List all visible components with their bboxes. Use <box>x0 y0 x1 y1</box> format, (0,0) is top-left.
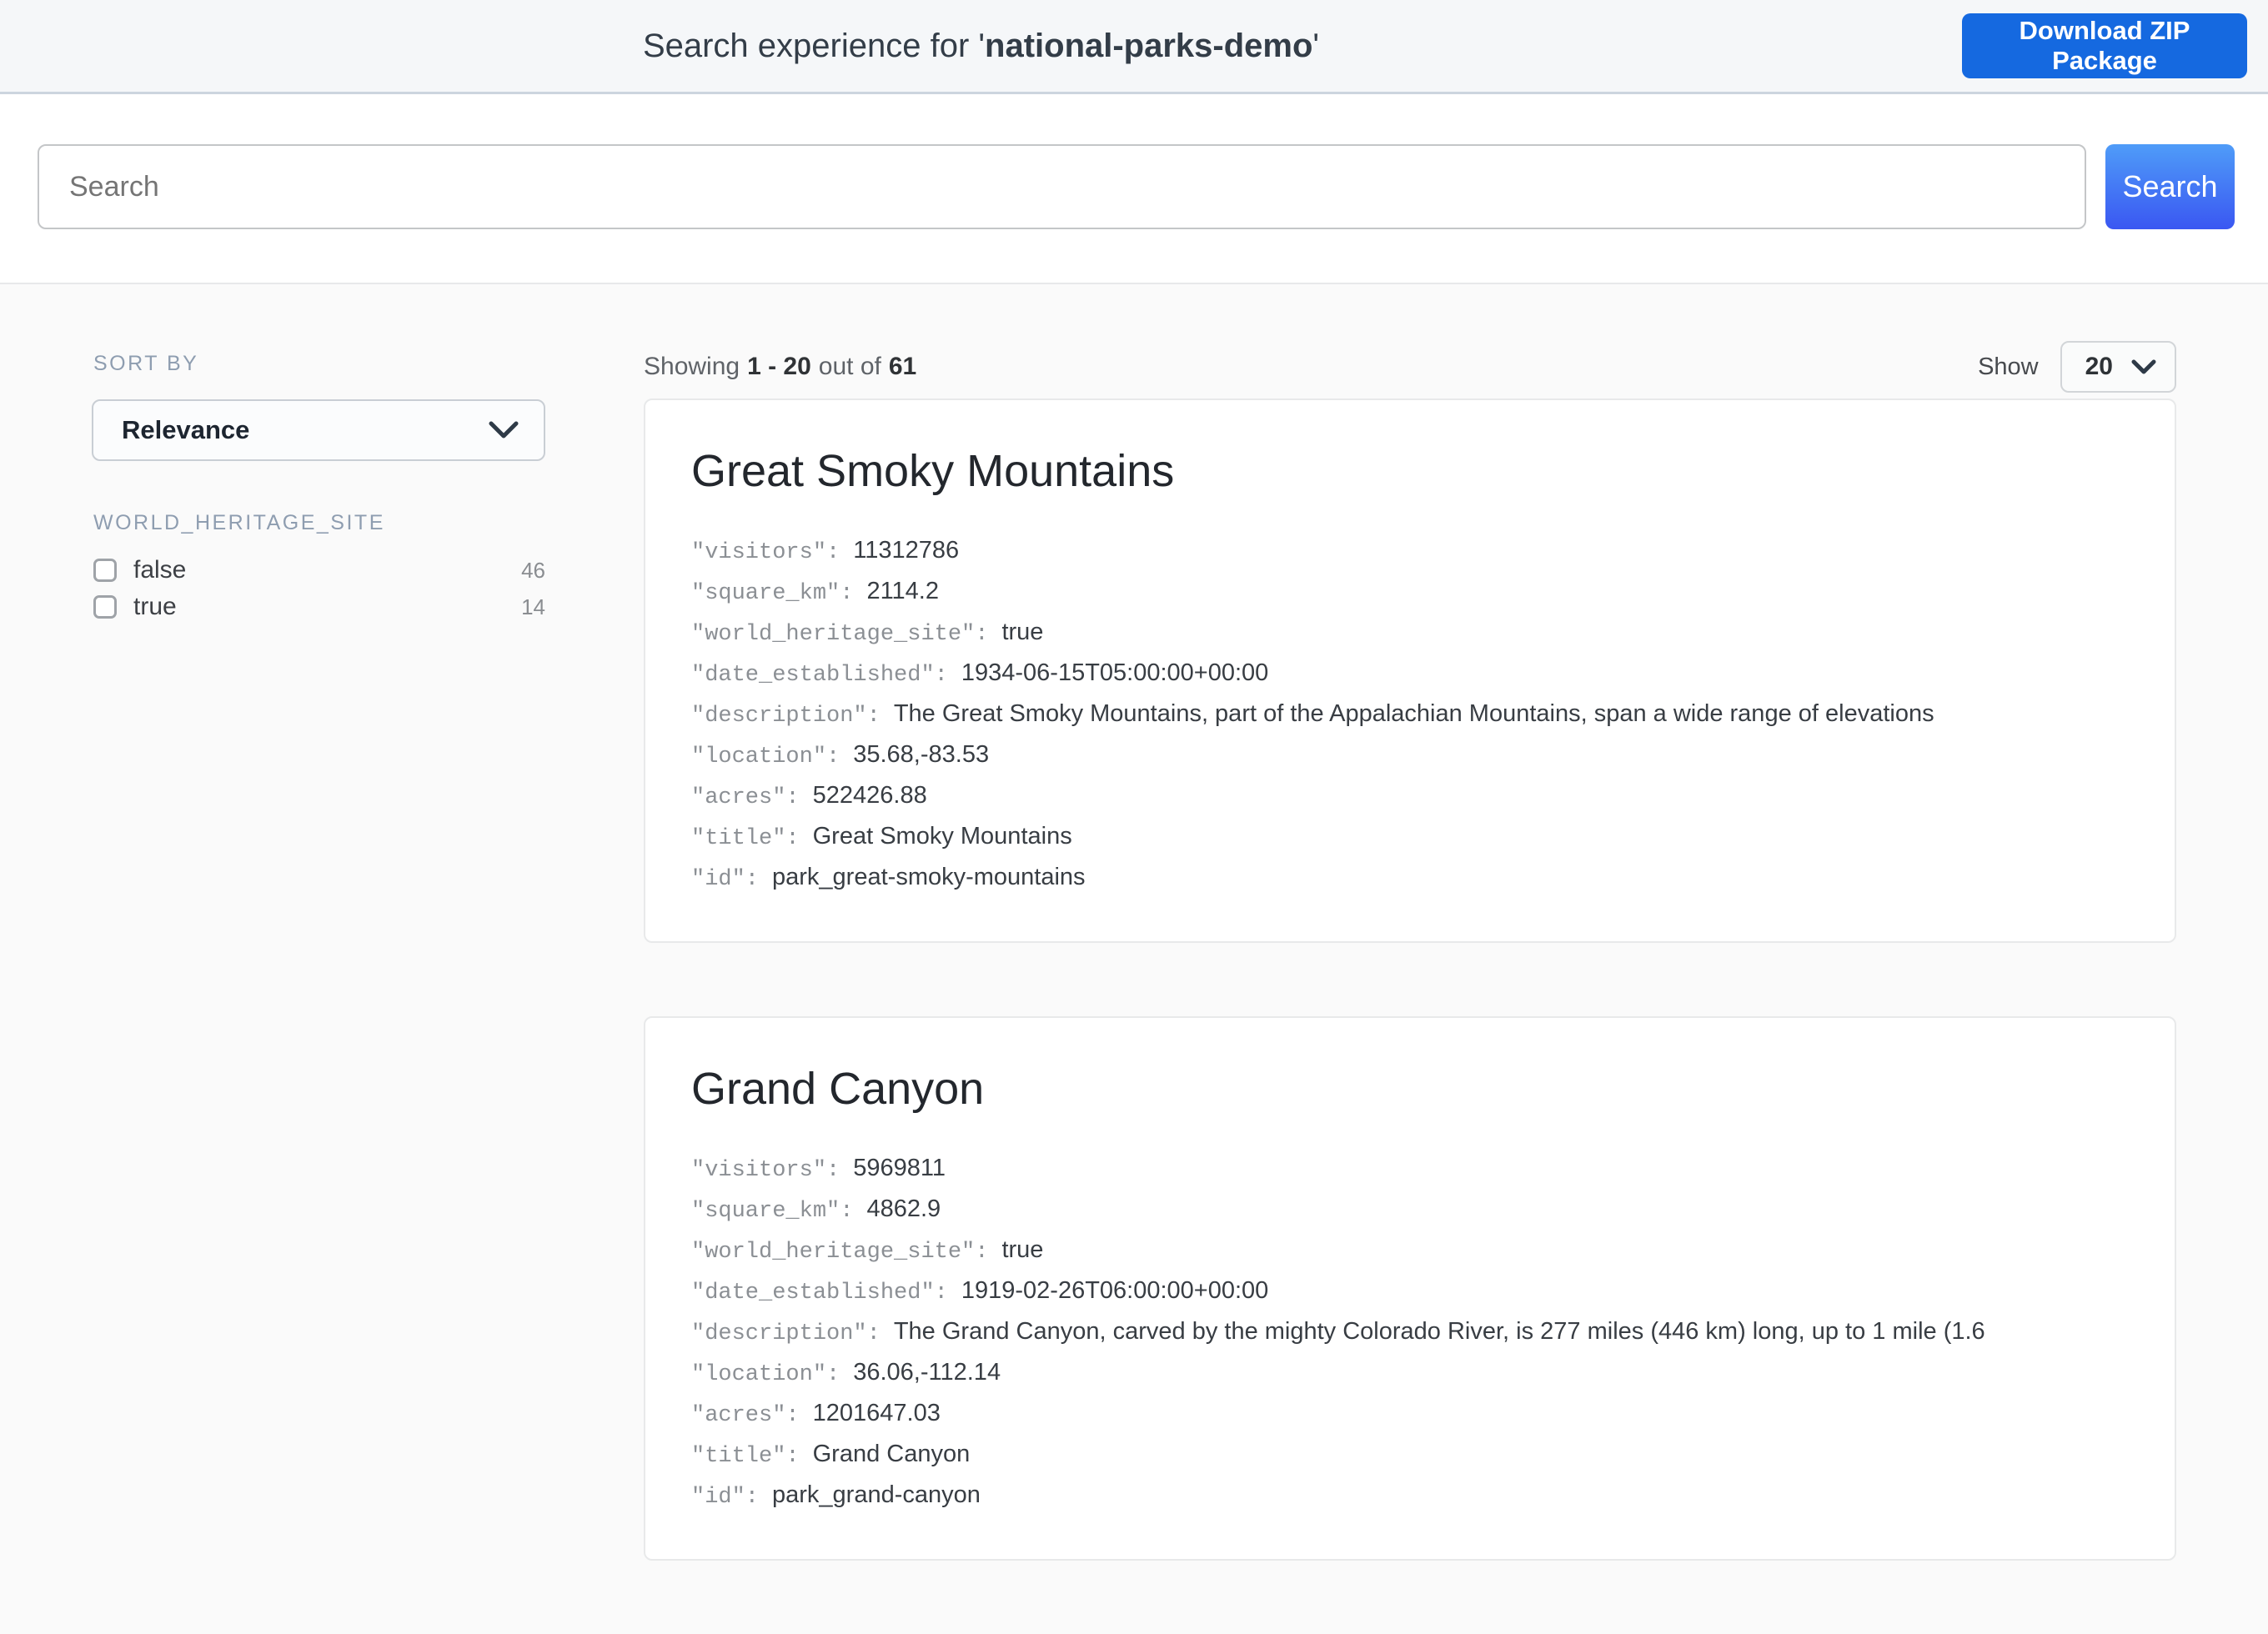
result-field <box>691 1231 2125 1272</box>
summary-total: 61 <box>888 353 917 380</box>
summary-range: 1 - 20 <box>747 353 811 380</box>
result-field <box>691 573 2125 614</box>
field-value: Great Smoky Mountains <box>812 822 1072 850</box>
field-key: "acres": <box>691 784 800 810</box>
show-label: Show <box>1978 353 2039 380</box>
page-size-select[interactable] <box>2060 341 2176 393</box>
field-value: 11312786 <box>853 536 960 564</box>
chevron-down-icon <box>2131 359 2156 375</box>
field-key: "title": <box>691 825 800 851</box>
facet-option-false[interactable] <box>92 554 545 587</box>
sort-select[interactable] <box>92 399 545 461</box>
search-button[interactable]: Search <box>2105 144 2235 229</box>
download-zip-button[interactable]: Download ZIP Package <box>1962 13 2247 78</box>
content-area <box>0 284 2268 1634</box>
facet-checkbox-true[interactable] <box>93 595 117 619</box>
page-title-prefix: Search experience for ' <box>642 27 986 64</box>
result-field <box>691 1476 2125 1517</box>
facet-option-count: 46 <box>521 557 545 583</box>
field-key: "acres": <box>691 1402 800 1428</box>
result-field <box>691 1190 2125 1231</box>
result-field <box>691 1272 2125 1313</box>
search-input[interactable] <box>38 144 2086 229</box>
results-area <box>644 340 2176 1634</box>
chevron-down-icon <box>489 421 519 439</box>
field-value: 35.68,-83.53 <box>853 740 990 768</box>
field-value: Grand Canyon <box>812 1440 971 1467</box>
field-key: "world_heritage_site": <box>691 621 989 647</box>
field-value: true <box>1001 618 1044 645</box>
sort-select-value: Relevance <box>122 415 250 444</box>
field-key: "id": <box>691 1484 760 1510</box>
facet-option-label: true <box>133 593 177 620</box>
page-size-value: 20 <box>2085 353 2113 380</box>
field-value: park_great-smoky-mountains <box>772 863 1086 890</box>
result-field <box>691 736 2125 777</box>
field-key: "square_km": <box>691 580 854 606</box>
field-key: "visitors": <box>691 539 840 565</box>
facet-label: WORLD_HERITAGE_SITE <box>93 511 385 534</box>
field-value: 4862.9 <box>866 1195 941 1222</box>
field-key: "title": <box>691 1443 800 1469</box>
field-value: park_grand-canyon <box>772 1481 981 1508</box>
result-field <box>691 654 2125 695</box>
page-title <box>0 28 1962 65</box>
result-field <box>691 1150 2125 1190</box>
field-key: "location": <box>691 1361 840 1387</box>
result-field <box>691 1395 2125 1436</box>
field-value: 2114.2 <box>866 577 939 604</box>
result-field <box>691 532 2125 573</box>
result-field <box>691 1354 2125 1395</box>
result-title: Great Smoky Mountains <box>691 446 1175 496</box>
sort-by-label: SORT BY <box>93 352 199 375</box>
result-field <box>691 1313 2125 1354</box>
page-size-control <box>1978 341 2176 393</box>
result-card <box>644 1016 2176 1561</box>
field-value: 5969811 <box>853 1154 946 1181</box>
result-card <box>644 398 2176 943</box>
engine-name: national-parks-demo <box>985 27 1313 64</box>
facet-option-label: false <box>133 556 187 584</box>
field-value: The Great Smoky Mountains, part of the Appalachian Mountains, span a wide range of elevations <box>893 699 1934 727</box>
result-field <box>691 859 2125 900</box>
sidebar <box>92 340 545 1634</box>
result-field <box>691 614 2125 654</box>
field-key: "description": <box>691 1321 881 1346</box>
field-key: "date_established": <box>691 662 948 688</box>
result-field <box>691 1436 2125 1476</box>
facet-world-heritage-site <box>92 511 545 624</box>
summary-prefix: Showing <box>644 353 740 380</box>
field-value: 1919-02-26T06:00:00+00:00 <box>961 1276 1269 1304</box>
field-value: 1934-06-15T05:00:00+00:00 <box>961 659 1269 686</box>
app-header <box>0 0 2268 94</box>
field-value: true <box>1001 1236 1044 1263</box>
results-header <box>644 340 2176 393</box>
field-key: "square_km": <box>691 1198 854 1224</box>
facet-option-true[interactable] <box>92 590 545 624</box>
summary-middle: out of <box>818 353 881 380</box>
field-value: 36.06,-112.14 <box>853 1358 1001 1386</box>
field-value: 522426.88 <box>812 781 927 809</box>
field-key: "world_heritage_site": <box>691 1239 989 1265</box>
field-key: "id": <box>691 866 760 892</box>
result-field <box>691 777 2125 818</box>
field-key: "visitors": <box>691 1157 840 1183</box>
facet-option-count: 14 <box>521 594 545 619</box>
field-value: The Grand Canyon, carved by the mighty Colorado River, is 277 miles (446 km) long, up to 1 mile (1.6 <box>893 1317 1985 1345</box>
page-title-suffix: ' <box>1312 27 1320 64</box>
field-key: "location": <box>691 744 840 769</box>
search-bar-section <box>0 94 2268 284</box>
results-summary <box>644 353 916 381</box>
field-key: "date_established": <box>691 1280 948 1306</box>
result-field <box>691 818 2125 859</box>
result-title: Grand Canyon <box>691 1063 985 1114</box>
field-key: "description": <box>691 703 881 729</box>
result-field <box>691 695 2125 736</box>
field-value: 1201647.03 <box>812 1399 941 1426</box>
facet-checkbox-false[interactable] <box>93 559 117 582</box>
